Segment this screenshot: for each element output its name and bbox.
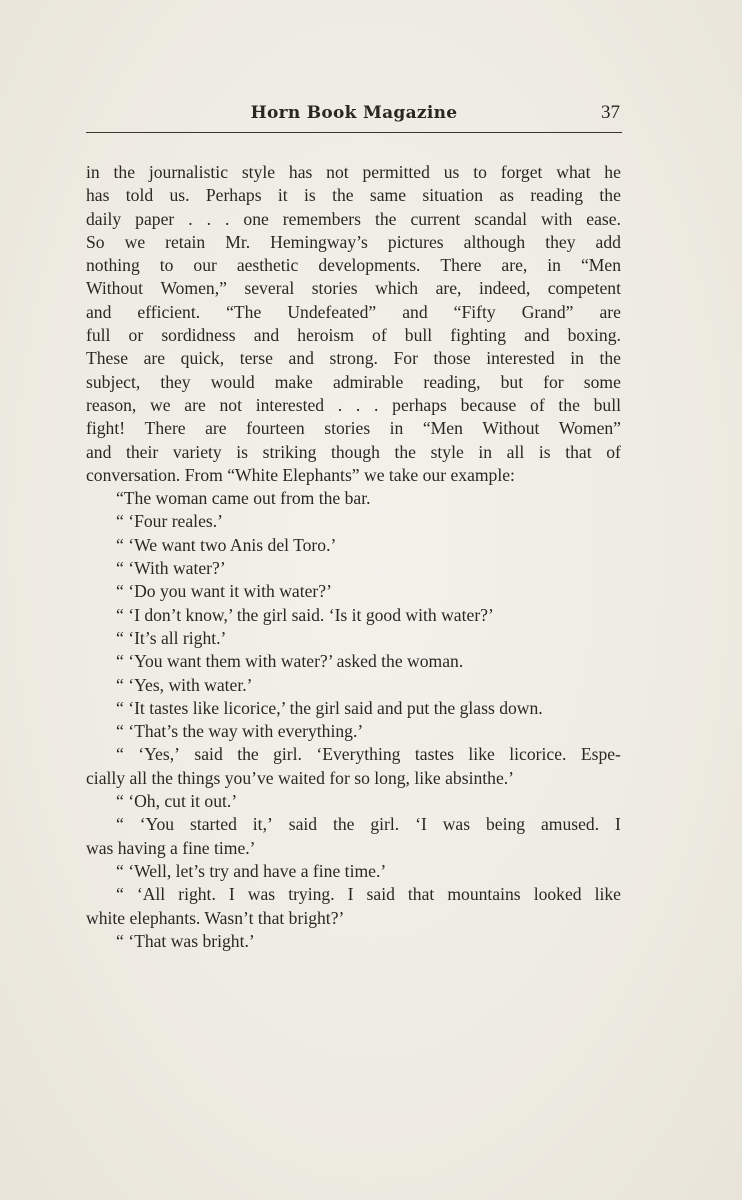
article-body — [86, 161, 621, 953]
dialogue-line: “ ‘Do you want it with water?’ — [116, 581, 332, 602]
dialogue-line: “ ‘You started it,’ said the girl. ‘I was being amused. I — [116, 814, 621, 835]
dialogue-line: “ ‘Four reales.’ — [116, 511, 223, 532]
text-line: in the journalistic style has not permitted us to forget what he — [86, 162, 621, 182]
text-line: has told us. Perhaps it is the same situation as reading the — [86, 185, 621, 206]
dialogue-line: “ ‘It’s all right.’ — [116, 627, 227, 648]
page-number: 37 — [601, 102, 620, 123]
dialogue-line: “ ‘Yes,’ said the girl. ‘Everything tastes like licorice. Espe- — [116, 744, 621, 765]
text-line: These are quick, terse and strong. For those interested in the — [86, 348, 621, 369]
text-line: and their variety is striking though the style in all is that of — [86, 441, 621, 462]
dialogue-line: “ ‘Oh, cut it out.’ — [116, 791, 238, 812]
dialogue-line: “ ‘That’s the way with everything.’ — [116, 721, 364, 742]
dialogue-line: “ ‘It tastes like licorice,’ the girl said and put the glass down. — [116, 697, 543, 718]
text-line: full or sordidness and heroism of bull fighting and boxing. — [86, 325, 621, 346]
text-line: was having a fine time.’ — [86, 837, 256, 858]
text-line: So we retain Mr. Hemingway’s pictures although they add — [86, 231, 621, 252]
dialogue-line: “The woman came out from the bar. — [116, 488, 371, 509]
dialogue-line: “ ‘We want two Anis del Toro.’ — [116, 534, 337, 555]
text-line: nothing to our aesthetic developments. There are, in “Men — [86, 255, 621, 276]
dialogue-line: “ ‘I don’t know,’ the girl said. ‘Is it good with water?’ — [116, 604, 494, 625]
dialogue-line: “ ‘That was bright.’ — [116, 930, 255, 951]
text-line: Without Women,” several stories which are, indeed, competent — [86, 278, 621, 299]
text-line: subject, they would make admirable reading, but for some — [86, 371, 621, 392]
text-line: cially all the things you’ve waited for so long, like absinthe.’ — [86, 767, 515, 788]
text-line: daily paper . . . one remembers the current scandal with ease. — [86, 208, 621, 229]
text-line: conversation. From “White Elephants” we take our example: — [86, 464, 515, 485]
text-line: reason, we are not interested . . . perhaps because of the bull — [86, 394, 621, 415]
dialogue-line: “ ‘Well, let’s try and have a fine time.’ — [116, 860, 387, 881]
dialogue-line: “ ‘With water?’ — [116, 558, 226, 579]
dialogue-line: “ ‘Yes, with water.’ — [116, 674, 253, 695]
journal-title: Horn Book Magazine — [250, 103, 458, 123]
running-header — [86, 100, 622, 133]
dialogue-line: “ ‘You want them with water?’ asked the woman. — [116, 651, 464, 672]
text-line: and efficient. “The Undefeated” and “Fifty Grand” are — [86, 301, 621, 322]
text-line: white elephants. Wasn’t that bright?’ — [86, 907, 345, 928]
text-line: fight! There are fourteen stories in “Men Without Women” — [86, 418, 621, 439]
dialogue-line: “ ‘All right. I was trying. I said that mountains looked like — [116, 884, 621, 905]
